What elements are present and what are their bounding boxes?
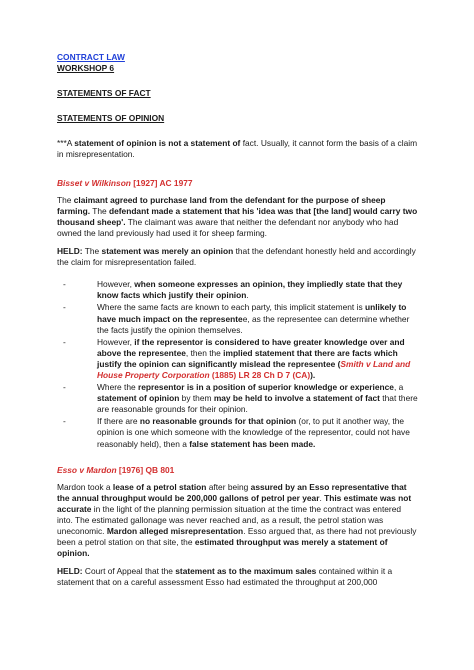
document-title: CONTRACT LAW [57, 52, 125, 62]
section-heading-opinion: STATEMENTS OF OPINION [57, 113, 165, 124]
list-item: - Where the representor is in a position of superior knowledge or experience, a statement of opinion by them may be held to involve a statement of fact that there are reasonable grounds for their opinion. [63, 382, 418, 415]
list-item: - However, when someone expresses an opinion, they impliedly state that they know facts which justify their opinion. [63, 279, 403, 301]
workshop-heading: WORKSHOP 6 [57, 63, 115, 74]
section-heading-fact: STATEMENTS OF FACT [57, 88, 151, 99]
list-item: - However, if the representor is considered to have greater knowledge over and above the representee, then the implied statement that there are facts which justify the opinion can significantly mislead the representee (Smith v Land and House Property Corporation (1885) LR 28 Ch D 7 (CA)). [63, 336, 411, 380]
esso-held-paragraph: HELD: Court of Appeal that the statement as to the maximum sales contained within it a statement that on a careful assessment Esso had estimated the throughput at 200,000 [57, 566, 393, 588]
case-heading-esso: Esso v Mardon [1976] QB 801 [57, 464, 175, 475]
document-body [57, 52, 419, 596]
case-heading-bisset: Bisset v Wilkinson [1927] AC 1977 [57, 177, 193, 188]
bisset-facts-paragraph: The claimant agreed to purchase land from the defendant for the purpose of sheep farming. The defendant made a statement that his 'idea was that [the land] would carry two thousand sheep'. The claimant was aware that neither the defendant nor anybody who had owned the land previously had used it for sheep farming. [57, 194, 418, 238]
opinion-bullet-list [57, 279, 419, 449]
list-item: - Where the same facts are known to each party, this implicit statement is unlikely to have much impact on the representee, as the representee can determine whether the facts justify the opinion themselves. [63, 302, 410, 335]
intro-paragraph: ***A statement of opinion is not a statement of fact. Usually, it cannot form the basis of a claim in misrepresentation. [57, 138, 418, 160]
list-item: - If there are no reasonable grounds for that opinion (or, to put it another way, the opinion is one which someone with the knowledge of the representor, could not have reasonably held), then a false statement has been made. [63, 416, 410, 449]
bisset-held-paragraph: HELD: The statement was merely an opinion that the defendant honestly held and accordingly the claim for misrepresentation failed. [57, 246, 416, 268]
esso-facts-paragraph: Mardon took a lease of a petrol station after being assured by an Esso representative that the annual throughput would be 200,000 gallons of petrol per year. This estimate was not accurate in the light of the planning permission situation at the time the contract was entered into. The estimated gallonage was never reached and, as a result, the petrol station was uneconomic. Mardon alleged misrepresentation. Esso argued that, as there had not previously been a petrol station on that site, the estimated throughput was merely a statement of opinion. [57, 481, 417, 559]
